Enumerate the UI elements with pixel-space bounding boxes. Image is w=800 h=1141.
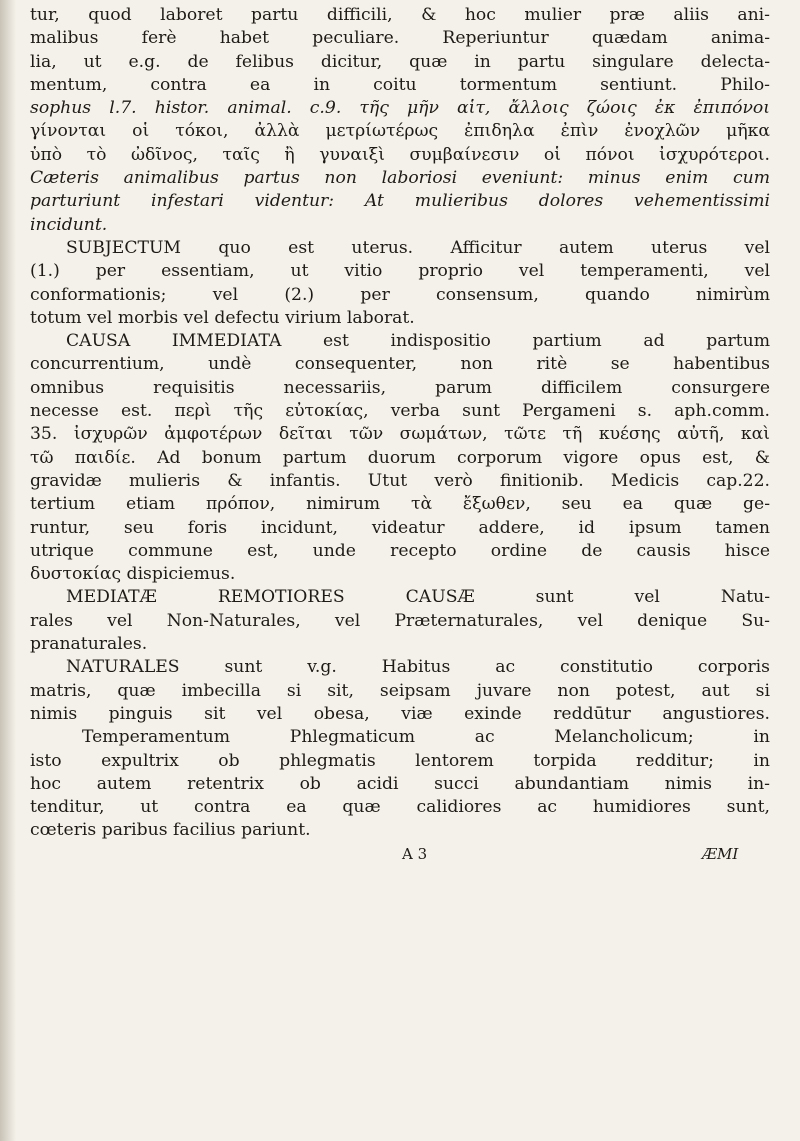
paragraph-causa-immediata: CAUSA IMMEDIATA est indispositio partium ad partum <box>66 331 770 352</box>
paragraph-subjectum: SUBJECTUM quo est uterus. Afficitur autem uterus vel <box>66 237 770 258</box>
paragraph-mediatae: MEDIATÆ REMOTIORES CAUSÆ sunt vel Natu- <box>66 587 770 608</box>
text-line: Cæteris animalibus partus non laboriosi eveniunt: minus enim cum <box>30 168 770 189</box>
text-line: parturiunt infestari videntur: At mulieribus dolores vehementissimi <box>30 191 770 212</box>
text-line: malibus ferè habet peculiare. Reperiuntur quædam anima- <box>30 28 770 49</box>
text-line: rales vel Non-Naturales, vel Præternaturales, vel denique Su- <box>30 610 770 631</box>
text-line: incidunt. <box>30 214 108 235</box>
text-line: tur, quod laboret partu difficili, & hoc mulier præ aliis ani- <box>30 5 770 25</box>
greek-line: ὑπὸ τὸ ὠδῖνος, ταῖς ἢ γυναιξὶ συμβαίνεσιν οἱ πόνοι ἰσχυρότεροι. <box>30 144 770 165</box>
text-line: matris, quæ imbecilla si sit, seipsam juvare non potest, aut si <box>30 680 770 701</box>
paragraph-naturales: NATURALES sunt v.g. Habitus ac constitutio corporis <box>66 657 770 678</box>
text-line: runtur, seu foris incidunt, videatur addere, id ipsum tamen <box>30 517 770 538</box>
text-line: isto expultrix ob phlegmatis lentorem torpida redditur; in <box>30 750 770 771</box>
text-line: omnibus requisitis necessariis, parum difficilem consurgere <box>30 377 770 398</box>
text-line: tenditur, ut contra ea quæ calidiores ac humidiores sunt, <box>30 797 770 818</box>
text-line: totum vel morbis vel defectu virium laborat. <box>30 307 415 328</box>
text-line: (1.) per essentiam, ut vitio proprio vel temperamenti, vel <box>30 261 770 282</box>
greek-line: γίνονται οἱ τόκοι, ἀλλὰ μετρίωτέρως ἐπιδηλα ἐπὶν ἐνοχλῶν μῆκα <box>30 121 770 142</box>
text-line: mentum, contra ea in coitu tormentum sentiunt. Philo- <box>30 74 770 95</box>
text-line: cœteris paribus facilius pariunt. <box>30 820 311 841</box>
text-line: lia, ut e.g. de felibus dicitur, quæ in partu singulare delecta- <box>30 51 770 72</box>
greek-line: 35. ἰσχυρῶν ἀμφοτέρων δεῖται τῶν σωμάτων, τῶτε τῆ κυέσης αὐτῆ, καὶ <box>30 424 770 445</box>
text-line: utrique commune est, unde recepto ordine de causis hisce <box>30 540 770 561</box>
text-line: tertium etiam πρόπον, nimirum τὰ ἔξωθεν, seu ea quæ ge- <box>30 494 770 515</box>
text-line: necesse est. περὶ τῆς εὐτοκίας, verba sunt Pergameni s. aph.comm. <box>30 401 770 422</box>
text-line: δυστοκίας dispiciemus. <box>30 564 236 585</box>
signature-mark: A 3 <box>402 844 428 863</box>
text-line: hoc autem retentrix ob acidi succi abundantiam nimis in- <box>30 773 770 794</box>
text-line: conformationis; vel (2.) per consensum, quando nimirùm <box>30 284 770 305</box>
footer-line <box>30 843 770 866</box>
text-line: nimis pinguis sit vel obesa, viæ exinde reddūtur angustiores. <box>30 703 770 724</box>
text-line: concurrentium, undè consequenter, non ritè se habentibus <box>30 354 770 375</box>
text-line: sophus l.7. histor. animal. c.9. τῆς μῆν αἱτ, ἄλλοις ζώοις ἐκ ἐπιπόνοι <box>30 98 770 119</box>
text-line: pranaturales. <box>30 634 148 655</box>
text-line: τῶ παιδίε. Ad bonum partum duorum corporum vigore opus est, & <box>30 447 770 468</box>
catchword: ÆMI <box>702 844 739 863</box>
text-line: gravidæ mulieris & infantis. Utut verò finitionib. Medicis cap.22. <box>30 470 770 491</box>
paragraph-temperamentum: Temperamentum Phlegmaticum ac Melancholicum; in <box>82 727 770 748</box>
